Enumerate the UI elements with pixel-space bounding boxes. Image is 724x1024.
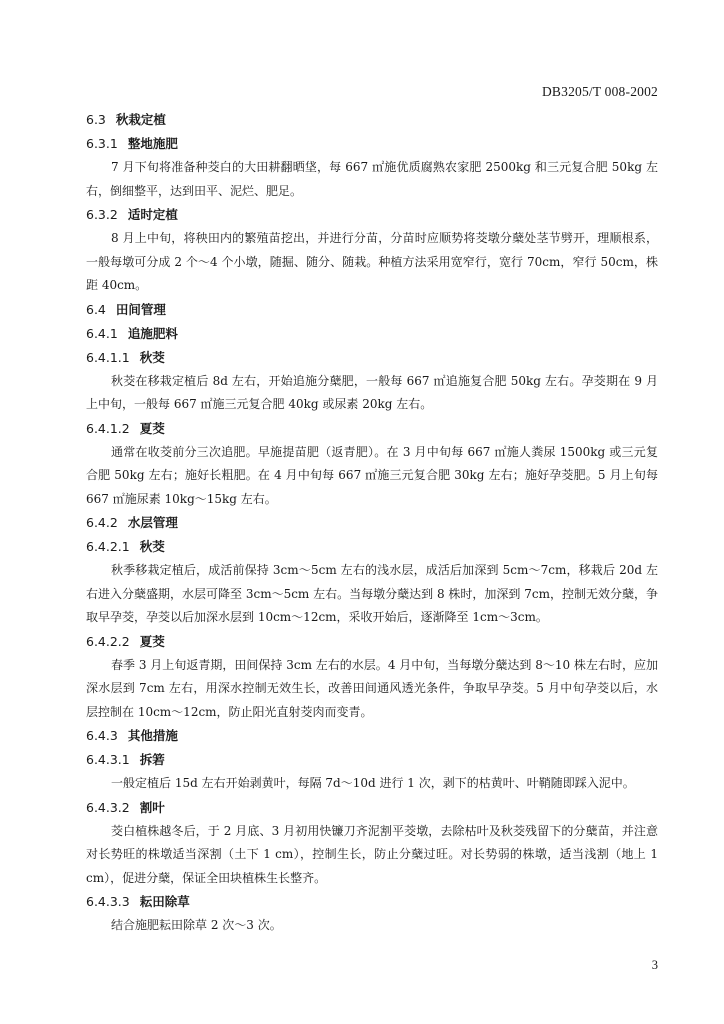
section-heading (86, 535, 658, 559)
section-heading (86, 203, 658, 227)
section-title: 秋茭 (139, 349, 165, 365)
section-number: 6.4.2 (86, 515, 118, 530)
paragraph: 春季 3 月上旬返青期，田间保持 3cm 左右的水层。4 月中旬，当每墩分蘖达到 8～10 株左右时，应加深水层到 7cm 左右，用深水控制无效生长，改善田间通风透光条件，争取早孕茭。5 月中旬孕茭以后，水层控制在 10cm～12cm，防止阳光直射茭肉而变青。 (86, 657, 658, 719)
section-number: 6.4.3.1 (86, 752, 130, 767)
section-title: 秋栽定植 (115, 112, 166, 127)
section-heading (86, 511, 658, 535)
section-title: 水层管理 (127, 515, 178, 530)
section-title: 适时定植 (127, 207, 178, 222)
section-number: 6.4.3 (86, 728, 118, 743)
section-number: 6.3.1 (86, 136, 118, 151)
section-number: 6.4.2.1 (86, 539, 130, 554)
section-heading (86, 132, 658, 156)
section-number: 6.4.1.1 (86, 349, 130, 365)
paragraph: 8 月上中旬，将秧田内的繁殖苗挖出，并进行分苗，分苗时应顺势将茭墩分蘖处茎节劈开，理顺根系，一般每墩可分成 2 个～4 个小墩，随掘、随分、随栽。种植方法采用宽窄行，宽行 70cm，窄行 50cm，株距 40cm。 (86, 231, 658, 292)
paragraph: 茭白植株越冬后，于 2 月底、3 月初用快镰刀齐泥割平茭墩，去除枯叶及秋茭残留下的分蘖苗，并注意对长势旺的株墩适当深割（土下 1 cm），控制生长，防止分蘖过旺。对长势弱的株墩，适当浅割（地上 1 cm），促进分蘖，保证全田块植株生长整齐。 (86, 823, 658, 885)
paragraph: 秋茭在移栽定植后 8d 左右，开始追施分蘖肥，一般每 667 ㎡追施复合肥 50kg 左右。孕茭期在 9 月上中旬，一般每 667 ㎡施三元复合肥 40kg 或尿素 20kg 左右。 (86, 373, 658, 411)
section-number: 6.4.3.2 (86, 799, 130, 815)
paragraph: 通常在收茭前分三次追肥。早施提苗肥（返青肥）。在 3 月中旬每 667 ㎡施人粪尿 1500kg 或三元复合肥 50kg 左右；施好长粗肥。在 4 月中旬每 667 ㎡施三元复合肥 30kg 左右；施好孕茭肥。5 月上旬每 667 ㎡施尿素 10kg～15kg 左右。 (86, 444, 658, 506)
section-title: 整地施肥 (127, 136, 178, 151)
paragraph: 秋季移栽定植后，成活前保持 3cm～5cm 左右的浅水层，成活后加深到 5cm～7cm，移栽后 20d 左右进入分蘖盛期，水层可降至 3cm～5cm 左右。当每墩分蘖达到 8 株时，加深到 7cm，控制无效分蘖，争取早孕茭，孕茭以后加深水层到 10cm～12cm，采收开始后，逐渐降至 1cm～3cm。 (86, 563, 658, 624)
section-heading (86, 748, 658, 772)
section-heading (86, 890, 658, 914)
document-code: DB3205/T 008-2002 (541, 84, 658, 99)
section-number: 6.4.1 (86, 325, 118, 341)
section-number: 6.4.3.3 (86, 894, 130, 909)
paragraph: 一般定植后 15d 左右开始剥黄叶，每隔 7d～10d 进行 1 次，剥下的枯黄叶、叶鞘随即踩入泥中。 (111, 776, 635, 790)
section-number: 6.3.2 (86, 207, 118, 222)
section-heading (86, 108, 658, 132)
section-title: 其他措施 (127, 728, 178, 743)
paragraph: 7 月下旬将准备种茭白的大田耕翻晒垡，每 667 ㎡施优质腐熟农家肥 2500kg 和三元复合肥 50kg 左右，倒细整平，达到田平、泥烂、肥足。 (86, 160, 658, 198)
section-number: 6.4.2.2 (86, 633, 130, 649)
section-heading (86, 630, 658, 654)
section-title: 追施肥料 (127, 325, 178, 341)
section-title: 耘田除草 (139, 894, 190, 909)
section-heading (86, 322, 658, 346)
section-title: 割叶 (139, 799, 165, 815)
section-title: 秋茭 (139, 539, 165, 554)
section-number: 6.4.1.2 (86, 420, 130, 436)
section-number: 6.4 (86, 301, 106, 317)
section-number: 6.3 (86, 112, 106, 127)
section-heading (86, 346, 658, 370)
section-title: 夏茭 (139, 420, 165, 436)
section-heading (86, 796, 658, 820)
section-title: 夏茭 (139, 633, 165, 649)
section-heading (86, 724, 658, 748)
paragraph: 结合施肥耘田除草 2 次～3 次。 (111, 918, 282, 932)
document-body (86, 108, 658, 938)
section-heading (86, 298, 658, 322)
page-number: 3 (651, 958, 658, 972)
section-title: 田间管理 (115, 301, 166, 317)
section-heading (86, 417, 658, 441)
section-title: 拆箬 (139, 752, 165, 767)
